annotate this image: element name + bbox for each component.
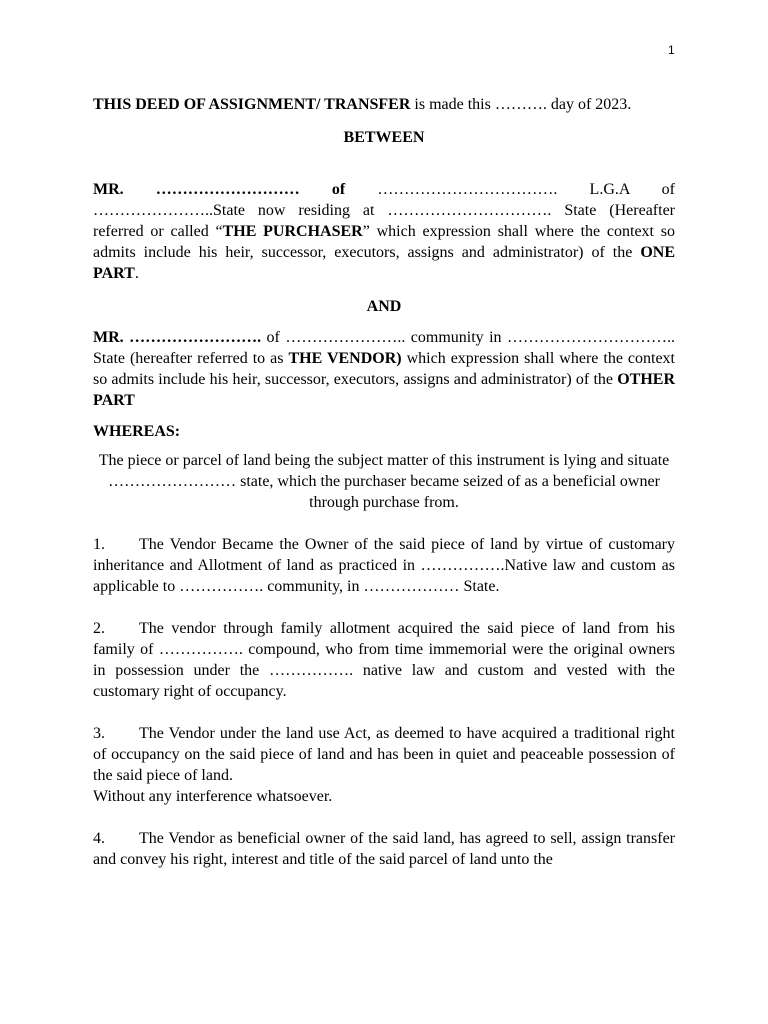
whereas-text: The piece or parcel of land being the subject matter of this instrument is lying and situate …………………… state, which the purchaser became seized of as a beneficial owner through purchase from. <box>98 452 670 511</box>
deed-title: THIS DEED OF ASSIGNMENT/ TRANSFER <box>93 96 411 113</box>
vendor-name: THE VENDOR) <box>288 350 402 367</box>
vendor-paragraph <box>93 327 675 411</box>
clause-number: 1. <box>93 536 105 553</box>
clause-1 <box>93 534 675 597</box>
purchaser-text: ” which expression shall where the context so admits include his heir, successor, executors, assigns and administrator) of the <box>93 223 675 261</box>
clause-text: The vendor through family allotment acquired the said piece of land from his family of ……………. compound, who from time immemorial were the original owners in possession under the ……………. native law and custom and vested with the customary right of occupancy. <box>93 620 675 700</box>
clause-3-extra: Without any interference whatsoever. <box>93 788 333 805</box>
purchaser-mr: MR. ……………………… of <box>93 181 346 198</box>
clause-3 <box>93 723 675 786</box>
clause-text: The Vendor under the land use Act, as deemed to have acquired a traditional right of occupancy on the said piece of land and has been in quiet and peaceable possession of the said piece of land. <box>93 725 675 784</box>
vendor-line: of ………………….. community in ………………………….. State (hereafter referred to as <box>93 329 676 367</box>
purchaser-part: ONE PART <box>93 244 675 282</box>
vendor-part: OTHER PART <box>93 371 675 409</box>
purchaser-name: THE PURCHASER <box>222 223 363 240</box>
clause-number: 2. <box>93 620 105 637</box>
purchaser-line: ……………………………. L.G.A of …………………..State now residing at …………………………. State (Hereafter referred or called “ <box>93 181 676 240</box>
clause-text: The Vendor as beneficial owner of the said land, has agreed to sell, assign transfer and convey his right, interest and title of the said parcel of land unto the <box>93 830 675 868</box>
purchaser-paragraph <box>93 179 675 284</box>
purchaser-end: . <box>134 265 139 282</box>
clause-text: The Vendor Became the Owner of the said piece of land by virtue of customary inheritance and Allotment of land as practiced in …………….Native law and custom as applicable to ……………. community, in ……………… State. <box>93 536 675 595</box>
vendor-mr: MR. ……………………. <box>93 329 262 346</box>
document-body <box>93 94 675 870</box>
between-heading: BETWEEN <box>343 129 425 146</box>
page-number: 1 <box>668 43 675 57</box>
clause-4 <box>93 828 675 870</box>
deed-intro-text: is made this ………. day of 2023. <box>410 96 632 113</box>
clause-2 <box>93 618 675 702</box>
clause-number: 4. <box>93 830 105 847</box>
vendor-text: which expression shall where the context so admits include his heir, successor, executors, assigns and administrator) of the <box>93 350 676 388</box>
deed-intro <box>93 94 675 115</box>
whereas-heading: WHEREAS: <box>93 423 181 440</box>
clause-number: 3. <box>93 725 105 742</box>
and-heading: AND <box>366 298 402 315</box>
